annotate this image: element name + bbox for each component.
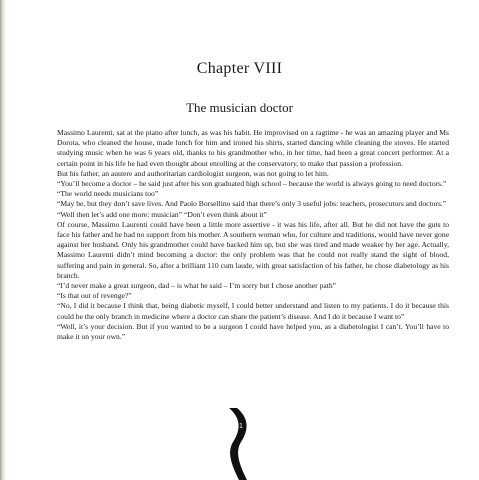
paragraph: But his father, an austere and authoritarian cardiologist surgeon, was not going to let him. bbox=[57, 168, 329, 178]
paragraph: “No, I did it because I think that, being diabetic myself, I could better understand and listen to my patients. I do it because this could be the only branch in medicine where a doctor can share the patient’s disease. And I do it because I want to” bbox=[57, 301, 449, 321]
body-text bbox=[57, 128, 449, 342]
page-ribbon-decoration bbox=[223, 408, 253, 480]
chapter-title: Chapter VIII bbox=[196, 60, 283, 77]
paragraph: “Well, it’s your decision. But if you wanted to be a surgeon I could have helped you, as a diabetologist I can’t. You’ll have to make it on your own.” bbox=[57, 321, 449, 342]
paragraph: Massimo Laurenti, sat at the piano after lunch, as was his habit. He improvised on a ragtime - he was an amazing player and Ms Dorota, who cleaned the house, made lunch for him and ironed his shirts, started dancing while cleaning the stoves. He started studying music when he was 6 years old, thanks to his grandmother who, in her time, had been a great concert performer. At a certain point in his life he had even thought about enrolling at the conservatory, to make that passion a profession. bbox=[57, 128, 449, 168]
paragraph: “May be, but they don’t save lives. And Paolo Borsellino said that there’s only 3 useful jobs: teachers, prosecutors and doctors.” bbox=[57, 199, 447, 209]
paragraph: Of course, Massimo Laurenti could have been a little more assertive - it was his life, after all. But he did not have the guts to face his father and he had no support from his mother. A southern woman who, for culture and traditions, would have never gone against her husband. Only his grandmother could have backed him up, but she was tired and made weaker by her age. Actually, Massimo Laurenti didn’t mind becoming a doctor: the only problem was that he could not really stand the sight of blood, suffering and pain in general. So, after a brilliant 110 cum laude, with great satisfaction of his father, he chose diabetology as his branch. bbox=[57, 219, 449, 280]
page-number: 131 bbox=[231, 423, 243, 430]
section-title: The musician doctor bbox=[186, 100, 293, 115]
paragraph: “Well then let’s add one more: musician” “Don’t even think about it” bbox=[57, 209, 267, 219]
paragraph: “I’d never make a great surgeon, dad – is what he said – I’m sorry but I chose another path” bbox=[57, 281, 337, 291]
paragraph: “You’ll become a doctor – he said just after his son graduated high school – because the world is always going to need doctors.” bbox=[57, 179, 447, 189]
paragraph: “Is that out of revenge?” bbox=[57, 291, 132, 301]
paragraph: “The world needs musicians too” bbox=[57, 189, 159, 199]
